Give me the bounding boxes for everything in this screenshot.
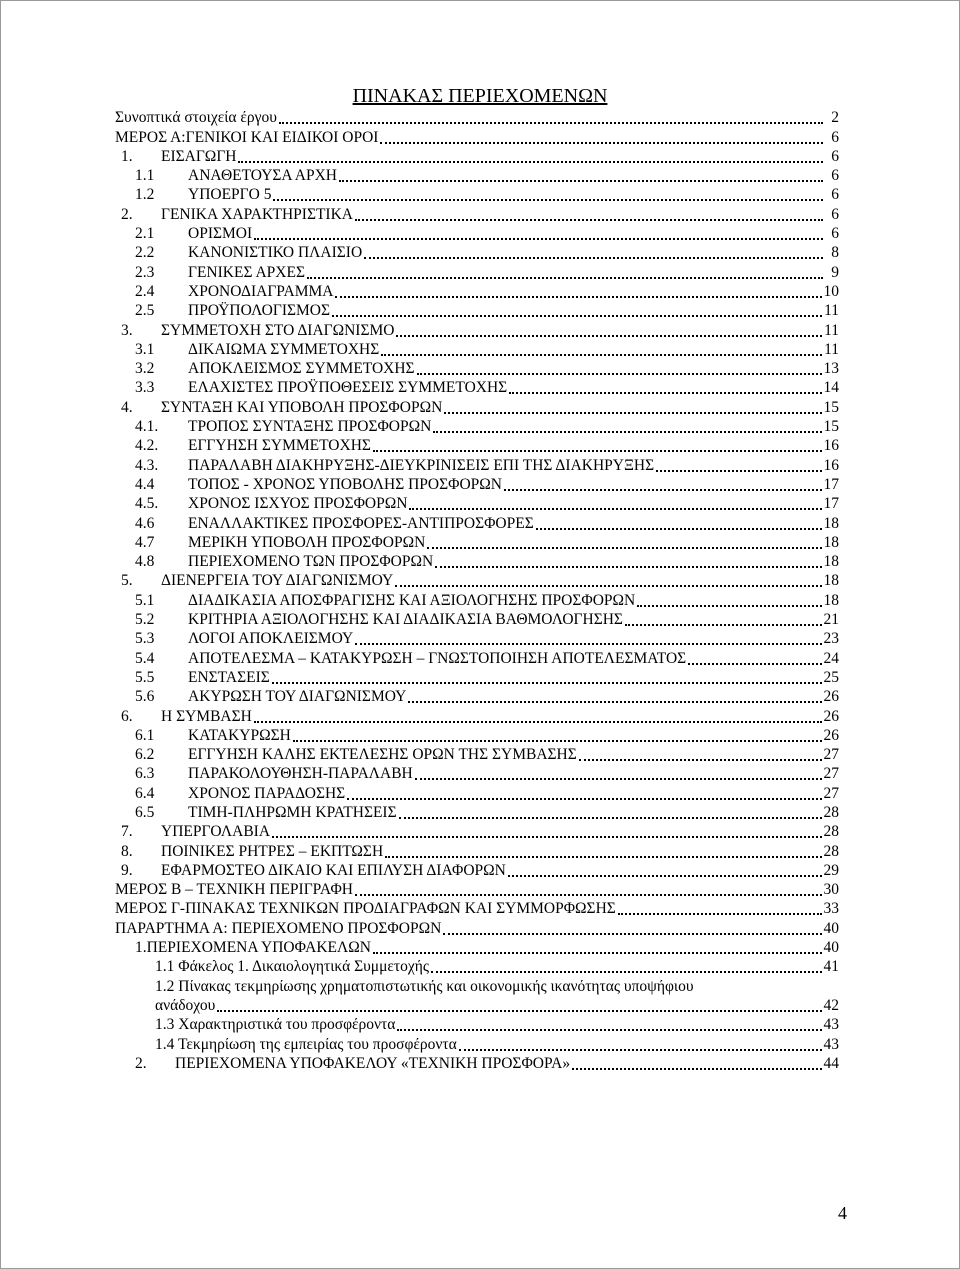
toc-entry-label: ΟΡΙΣΜΟΙ: [188, 225, 253, 243]
toc-entry-number: 1.2: [135, 186, 155, 204]
toc-entry[interactable]: [115, 224, 839, 243]
toc-entry[interactable]: [115, 185, 839, 204]
toc-entry-number: 8.: [121, 842, 133, 860]
toc-entry-number: 2.2: [135, 244, 155, 262]
toc-entry-label: ΛΟΓΟΙ ΑΠΟΚΛΕΙΣΜΟΥ: [188, 630, 354, 648]
toc-entry[interactable]: [115, 417, 839, 436]
toc-entry[interactable]: [115, 262, 839, 281]
toc-entry-page: 28: [823, 803, 839, 821]
dot-leader: [217, 995, 821, 1012]
toc-entry-page: 29: [823, 861, 839, 879]
toc-entry-number: 3.1: [135, 340, 155, 358]
dot-leader: [381, 339, 822, 356]
toc-entry-page: 18: [823, 514, 839, 532]
toc-entry-label: ΔΙΑΔΙΚΑΣΙΑ ΑΠΟΣΦΡΑΓΙΣΗΣ ΚΑΙ ΑΞΙΟΛΟΓΗΣΗΣ ΠΡΟΣΦΟΡΩΝ: [188, 591, 636, 609]
dot-leader: [272, 821, 821, 838]
dot-leader: [618, 898, 822, 915]
toc-entry[interactable]: [115, 957, 839, 976]
toc-entry[interactable]: [115, 629, 839, 648]
toc-entry[interactable]: [115, 455, 839, 474]
toc-entry[interactable]: [115, 204, 839, 223]
toc-entry-number: 1.: [121, 147, 133, 165]
toc-entry[interactable]: [115, 108, 839, 127]
dot-leader: [373, 435, 822, 452]
dot-leader: [364, 242, 823, 259]
page-number: 4: [838, 1203, 847, 1223]
toc-entry[interactable]: [115, 648, 839, 667]
toc-entry-page: 23: [823, 630, 839, 648]
toc-entry-number: 6.: [121, 707, 133, 725]
toc-entry-page: 6: [831, 186, 839, 204]
toc-entry-label: ΥΠΟΕΡΓΟ 5: [188, 186, 272, 204]
dot-leader: [431, 956, 821, 973]
dot-leader: [272, 667, 822, 684]
dot-leader: [335, 281, 821, 298]
toc-entry-label: ΑΚΥΡΩΣΗ ΤΟΥ ΔΙΑΓΩΝΙΣΜΟΥ: [188, 688, 407, 706]
toc-entry[interactable]: [115, 899, 839, 918]
toc-entry-page: 21: [823, 611, 839, 629]
toc-entry-number: 4.1.: [135, 418, 159, 436]
toc-entry-page: 18: [823, 533, 839, 551]
dot-leader: [536, 513, 822, 530]
toc-entry-number: 5.6: [135, 688, 155, 706]
toc-entry[interactable]: [115, 610, 839, 629]
dot-leader: [332, 300, 822, 317]
toc-entry-number: 5.4: [135, 649, 155, 667]
toc-entry-page: 6: [831, 167, 839, 185]
toc-entry[interactable]: [115, 340, 839, 359]
toc-entry-page: 42: [823, 996, 839, 1014]
dot-leader: [373, 937, 822, 954]
dot-leader: [504, 474, 821, 491]
toc-entry-label: ΣΥΝΤΑΞΗ ΚΑΙ ΥΠΟΒΟΛΗ ΠΡΟΣΦΟΡΩΝ: [161, 398, 443, 416]
toc-entry-number: 9.: [121, 861, 133, 879]
toc-entry-label: ΓΕΝΙΚΑ ΧΑΡΑΚΤΗΡΙΣΤΙΚΑ: [161, 205, 353, 223]
toc-entry-page: 14: [823, 379, 839, 397]
toc-entry[interactable]: [115, 1015, 839, 1034]
toc-entry-label: ΑΠΟΚΛΕΙΣΜΟΣ ΣΥΜΜΕΤΟΧΗΣ: [188, 360, 415, 378]
toc-entry-page: 6: [831, 225, 839, 243]
toc-entry-number: 6.3: [135, 765, 155, 783]
toc-entry-page: 27: [823, 784, 839, 802]
toc-entry-number: 3.: [121, 321, 133, 339]
toc-entry-label: ΠΟΙΝΙΚΕΣ ΡΗΤΡΕΣ – ΕΚΠΤΩΣΗ: [161, 842, 384, 860]
toc-entry-page: 15: [823, 398, 839, 416]
toc-entry[interactable]: [115, 1054, 839, 1073]
toc-entry-page: 28: [823, 823, 839, 841]
toc-entry-page: 11: [824, 302, 839, 320]
toc-entry-number: 5.2: [135, 611, 155, 629]
dot-leader: [625, 609, 822, 626]
toc-entry-label: ΥΠΕΡΓΟΛΑΒΙΑ: [161, 823, 271, 841]
toc-entry-label: ΜΕΡΟΣ Γ-ΠΙΝΑΚΑΣ ΤΕΧΝΙΚΩΝ ΠΡΟΔΙΑΓΡΑΦΩΝ ΚΑΙ ΣΥΜΜΟΡΦΩΣΗΣ: [115, 900, 616, 918]
toc-entry-page: 27: [823, 765, 839, 783]
toc-entry[interactable]: [115, 359, 839, 378]
toc-entry-page: 16: [823, 456, 839, 474]
toc-entry-label: ΔΙΚΑΙΩΜΑ ΣΥΜΜΕΤΟΧΗΣ: [188, 340, 380, 358]
toc-entry[interactable]: [115, 706, 839, 725]
toc-entry-page: 6: [831, 128, 839, 146]
toc-entry-number: 2.: [121, 205, 133, 223]
toc-entry[interactable]: [115, 436, 839, 455]
toc-entry[interactable]: [115, 668, 839, 687]
toc-entry-label: ΤΡΟΠΟΣ ΣΥΝΤΑΞΗΣ ΠΡΟΣΦΟΡΩΝ: [188, 418, 432, 436]
toc-entry-page: 26: [823, 726, 839, 744]
toc-entry-page: 30: [823, 881, 839, 899]
toc-entry-page: 26: [823, 688, 839, 706]
dot-leader: [355, 204, 823, 221]
toc-entry-label: ΤΟΠΟΣ - ΧΡΟΝΟΣ ΥΠΟΒΟΛΗΣ ΠΡΟΣΦΟΡΩΝ: [188, 475, 503, 493]
toc-entry-page: 2: [831, 109, 839, 127]
dot-leader: [656, 455, 821, 472]
dot-leader: [254, 706, 822, 723]
toc-entry[interactable]: [115, 282, 839, 301]
dot-leader: [293, 725, 822, 742]
toc-entry-page: 11: [824, 340, 839, 358]
toc-entry-page: 9: [831, 263, 839, 281]
toc-entry-page: 24: [823, 649, 839, 667]
toc-entry-page: 13: [823, 360, 839, 378]
toc-entry-label: 1.4 Τεκμηρίωση της εμπειρίας του προσφέροντα: [155, 1035, 457, 1053]
toc-entry[interactable]: [115, 378, 839, 397]
dot-leader: [688, 648, 821, 665]
toc-entry-number: 4.6: [135, 514, 155, 532]
toc-entry[interactable]: [115, 1034, 839, 1053]
dot-leader: [355, 879, 822, 896]
toc-entry[interactable]: [115, 320, 839, 339]
toc-entry-page: 44: [823, 1054, 839, 1072]
toc-entry-label: ΠΑΡΑΚΟΛΟΥΘΗΣΗ-ΠΑΡΑΛΑΒΗ: [188, 765, 413, 783]
toc-entry-page: 43: [823, 1016, 839, 1034]
dot-leader: [417, 358, 822, 375]
toc-entry[interactable]: [115, 861, 839, 880]
toc-entry-page: 40: [823, 919, 839, 937]
toc-entry[interactable]: [115, 726, 839, 745]
toc-title: ΠΙΝΑΚΑΣ ΠΕΡΙΕΧΟΜΕΝΩΝ: [352, 85, 608, 107]
toc-entry-number: 4.8: [135, 553, 155, 571]
toc-entry-label: ΑΠΟΤΕΛΕΣΜΑ – ΚΑΤΑΚΥΡΩΣΗ – ΓΝΩΣΤΟΠΟΙΗΣΗ ΑΠΟΤΕΛΕΣΜΑΤΟΣ: [188, 649, 687, 667]
toc-entry-page: 26: [823, 707, 839, 725]
toc-entry-page: 18: [823, 591, 839, 609]
toc-entry[interactable]: [115, 590, 839, 609]
toc-entry-label: ΚΑΝΟΝΙΣΤΙΚΟ ΠΛΑΙΣΙΟ: [188, 244, 363, 262]
toc-entry-label: 1.3 Χαρακτηριστικά του προσφέροντα: [155, 1016, 396, 1034]
toc-entry-label: ΕΙΣΑΓΩΓΗ: [161, 147, 237, 165]
toc-entry-label: 1.2 Πίνακας τεκμηρίωσης χρηματοπιστωτικής και οικονομικής ικανότητας υποψήφιου: [155, 977, 694, 995]
toc-entry-label: ΠΑΡΑΛΑΒΗ ΔΙΑΚΗΡΥΞΗΣ-ΔΙΕΥΚΡΙΝΙΣΕΙΣ ΕΠΙ ΤΗΣ ΔΙΑΚΗΡΥΞΗΣ: [188, 456, 655, 474]
toc-entry-label: ΠΕΡΙΕΧΟΜΕΝΑ ΥΠΟΦΑΚΕΛΟΥ «ΤΕΧΝΙΚΗ ΠΡΟΣΦΟΡΑ»: [175, 1054, 571, 1072]
toc-entry-number: 2.1: [135, 225, 155, 243]
toc-entry-label: ΣΥΜΜΕΤΟΧΗ ΣΤΟ ΔΙΑΓΩΝΙΣΜΟ: [161, 321, 395, 339]
toc-entry-page: 8: [831, 244, 839, 262]
toc-entry-label: Συνοπτικά στοιχεία έργου: [115, 109, 277, 127]
toc-entry[interactable]: [115, 494, 839, 513]
toc-entry[interactable]: [115, 841, 839, 860]
dot-leader: [572, 1053, 821, 1070]
dot-leader: [415, 763, 822, 780]
dot-leader: [397, 1014, 821, 1031]
dot-leader: [307, 262, 823, 279]
toc-entry-label: ΓΕΝΙΚΕΣ ΑΡΧΕΣ: [188, 263, 305, 281]
toc-entry-label: ΕΝΑΛΛΑΚΤΙΚΕΣ ΠΡΟΣΦΟΡΕΣ-ΑΝΤΙΠΡΟΣΦΟΡΕΣ: [188, 514, 534, 532]
dot-leader: [238, 146, 823, 163]
toc-entry-label: Η ΣΥΜΒΑΣΗ: [161, 707, 252, 725]
toc-entry-page: 16: [823, 437, 839, 455]
toc-entry-page: 41: [823, 958, 839, 976]
dot-leader: [433, 416, 821, 433]
toc-entry-label: ΜΕΡΟΣ Α:ΓΕΝΙΚΟΙ ΚΑΙ ΕΙΔΙΚΟΙ ΟΡΟΙ: [115, 128, 379, 146]
toc-entry-number: 4.5.: [135, 495, 159, 513]
toc-entry-page: 43: [823, 1035, 839, 1053]
toc-entry-number: 5.3: [135, 630, 155, 648]
toc-entry[interactable]: [115, 976, 839, 995]
dot-leader: [409, 493, 821, 510]
toc-entry-number: 6.1: [135, 726, 155, 744]
toc-entry-label: ΚΡΙΤΗΡΙΑ ΑΞΙΟΛΟΓΗΣΗΣ ΚΑΙ ΔΙΑΔΙΚΑΣΙΑ ΒΑΘΜΟΛΟΓΗΣΗΣ: [188, 611, 623, 629]
toc-entry-number: 4.3.: [135, 456, 159, 474]
dot-leader: [579, 744, 822, 761]
dot-leader: [254, 223, 823, 240]
toc-entry-number: 4.4: [135, 475, 155, 493]
dot-leader: [380, 127, 823, 144]
toc-entry-label: ΕΓΓΥΗΣΗ ΚΑΛΗΣ ΕΚΤΕΛΕΣΗΣ ΟΡΩΝ ΤΗΣ ΣΥΜΒΑΣΗΣ: [188, 746, 577, 764]
toc-entry-label: ΜΕΡΙΚΗ ΥΠΟΒΟΛΗ ΠΡΟΣΦΟΡΩΝ: [188, 533, 426, 551]
toc-entry-number: 7.: [121, 823, 133, 841]
toc-entry[interactable]: [115, 243, 839, 262]
toc-entry[interactable]: [115, 552, 839, 571]
toc-entry[interactable]: [115, 533, 839, 552]
toc-entry-number: 2.: [135, 1054, 147, 1072]
dot-leader: [444, 397, 821, 414]
toc-entry-number: 4.: [121, 398, 133, 416]
toc-entry-page: 17: [823, 475, 839, 493]
dot-leader: [355, 628, 821, 645]
toc-entry[interactable]: [115, 764, 839, 783]
toc-entry[interactable]: [115, 822, 839, 841]
dot-leader: [399, 802, 822, 819]
toc-entry-number: 3.3: [135, 379, 155, 397]
toc-entry-number: 5.1: [135, 591, 155, 609]
toc-entry[interactable]: [115, 475, 839, 494]
toc-entry-page: 17: [823, 495, 839, 513]
toc-entry[interactable]: [115, 996, 839, 1015]
toc-entry-page: 18: [823, 553, 839, 571]
toc-entry-number: 2.5: [135, 302, 155, 320]
toc-entry[interactable]: [115, 783, 839, 802]
toc-entry[interactable]: [115, 918, 839, 937]
toc-entry-number: 1.1: [135, 167, 155, 185]
toc-entry[interactable]: [115, 147, 839, 166]
toc-entry-label: ΧΡΟΝΟΣ ΠΑΡΑΔΟΣΗΣ: [188, 784, 346, 802]
toc-entry-page: 6: [831, 205, 839, 223]
dot-leader: [427, 532, 821, 549]
toc-entry-label: ΕΦΑΡΜΟΣΤΕΟ ΔΙΚΑΙΟ ΚΑΙ ΕΠΙΛΥΣΗ ΔΙΑΦΟΡΩΝ: [161, 861, 506, 879]
dot-leader: [408, 686, 821, 703]
dot-leader: [279, 107, 823, 124]
toc-entry[interactable]: [115, 513, 839, 532]
toc-entry-page: 15: [823, 418, 839, 436]
toc-entry-label: ΕΝΣΤΑΣΕΙΣ: [188, 668, 270, 686]
toc-entry-page: 40: [823, 939, 839, 957]
toc-entry[interactable]: [115, 803, 839, 822]
toc-entry-label: ΑΝΑΘΕΤΟΥΣΑ ΑΡΧΗ: [188, 167, 337, 185]
toc-entry[interactable]: [115, 571, 839, 590]
dot-leader: [435, 551, 821, 568]
dot-leader: [443, 918, 821, 935]
toc-entry-label: ΠΡΟΫΠΟΛΟΓΙΣΜΟΣ: [188, 302, 331, 320]
toc-entry-label: ΤΙΜΗ-ΠΛΗΡΩΜΗ ΚΡΑΤΗΣΕΙΣ: [188, 803, 397, 821]
dot-leader: [396, 320, 822, 337]
toc-entry-number: 3.2: [135, 360, 155, 378]
toc-entry-number: 6.4: [135, 784, 155, 802]
toc-entry-label: ανάδοχου: [155, 996, 216, 1014]
toc-entry-page: 11: [824, 321, 839, 339]
toc-entry-page: 10: [823, 282, 839, 300]
toc-entry[interactable]: [115, 397, 839, 416]
toc-entry-number: 5.5: [135, 668, 155, 686]
toc-entry-number: 5.: [121, 572, 133, 590]
toc-entry-label: 1.ΠΕΡΙΕΧΟΜΕΝΑ ΥΠΟΦΑΚΕΛΩΝ: [135, 939, 371, 957]
toc-entry-label: ΜΕΡΟΣ Β – ΤΕΧΝΙΚΗ ΠΕΡΙΓΡΑΦΗ: [115, 881, 353, 899]
toc-entry-label: ΔΙΕΝΕΡΓΕΙΑ ΤΟΥ ΔΙΑΓΩΝΙΣΜΟΥ: [161, 572, 394, 590]
toc-entry[interactable]: [115, 938, 839, 957]
toc-entry[interactable]: [115, 745, 839, 764]
toc-entry-number: 4.7: [135, 533, 155, 551]
toc-entry[interactable]: [115, 127, 839, 146]
toc-entry-label: ΠΕΡΙΕΧΟΜΕΝΟ ΤΩΝ ΠΡΟΣΦΟΡΩΝ: [188, 553, 434, 571]
toc-entry-number: 4.2.: [135, 437, 159, 455]
toc-entry-label: ΚΑΤΑΚΥΡΩΣΗ: [188, 726, 291, 744]
toc-entry-number: 2.3: [135, 263, 155, 281]
toc-entry-number: 6.2: [135, 746, 155, 764]
toc-entry-number: 2.4: [135, 282, 155, 300]
dot-leader: [459, 1034, 822, 1051]
toc-entry-label: ΧΡΟΝΟΣ ΙΣΧΥΟΣ ΠΡΟΣΦΟΡΩΝ: [188, 495, 408, 513]
toc-entry[interactable]: [115, 880, 839, 899]
toc-entry-label: 1.1 Φάκελος 1. Δικαιολογητικά Συμμετοχής: [155, 958, 430, 976]
dot-leader: [273, 184, 823, 201]
toc-entry-page: 18: [823, 572, 839, 590]
dot-leader: [508, 860, 822, 877]
dot-leader: [395, 570, 821, 587]
dot-leader: [339, 165, 823, 182]
toc-entry-label: ΧΡΟΝΟΔΙΑΓΡΑΜΜΑ: [188, 282, 334, 300]
dot-leader: [509, 377, 821, 394]
toc-entry-page: 6: [831, 147, 839, 165]
toc-entry-label: ΕΓΓΥΗΣΗ ΣΥΜΜΕΤΟΧΗΣ: [188, 437, 371, 455]
toc-entry-page: 25: [823, 668, 839, 686]
toc-entry[interactable]: [115, 166, 839, 185]
toc-entry-page: 33: [823, 900, 839, 918]
dot-leader: [347, 783, 821, 800]
dot-leader: [637, 590, 821, 607]
toc-entry-label: ΕΛΑΧΙΣΤΕΣ ΠΡΟΫΠΟΘΕΣΕΙΣ ΣΥΜΜΕΤΟΧΗΣ: [188, 379, 508, 397]
toc-entry-label: ΠΑΡΑΡΤΗΜΑ Α: ΠΕΡΙΕΧΟΜΕΝΟ ΠΡΟΣΦΟΡΩΝ: [115, 919, 442, 937]
toc-entry-page: 27: [823, 746, 839, 764]
toc-entry-page: 28: [823, 842, 839, 860]
table-of-contents: [115, 108, 839, 1073]
toc-entry-number: 6.5: [135, 803, 155, 821]
toc-entry[interactable]: [115, 301, 839, 320]
toc-entry[interactable]: [115, 687, 839, 706]
dot-leader: [385, 841, 821, 858]
